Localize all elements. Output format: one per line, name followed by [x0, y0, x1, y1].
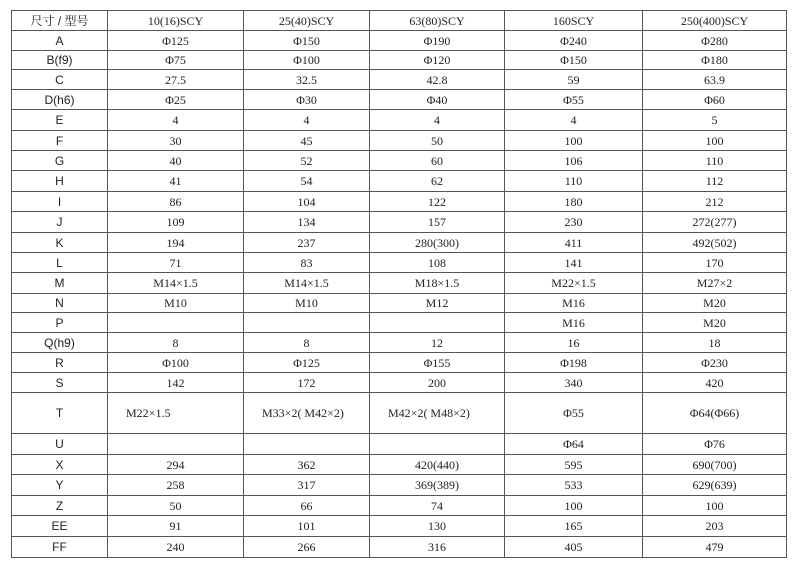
table-cell: 91	[108, 516, 244, 537]
table-cell: 272(277)	[643, 212, 787, 233]
table-cell: Φ30	[244, 90, 370, 110]
table-cell: 194	[108, 233, 244, 253]
table-cell	[370, 313, 505, 333]
table-cell: 59	[505, 70, 643, 90]
table-row	[12, 434, 787, 455]
row-label-cell: Z	[12, 496, 108, 516]
table-cell: 40	[108, 151, 244, 171]
table-body	[12, 11, 787, 558]
table-cell: 130	[370, 516, 505, 537]
table-cell: 54	[244, 171, 370, 192]
table-row	[12, 31, 787, 51]
header-cell: 尺寸 / 型号	[12, 11, 108, 31]
table-cell: Φ155	[370, 353, 505, 373]
table-cell: 690(700)	[643, 455, 787, 475]
table-row	[12, 253, 787, 273]
table-cell: 8	[244, 333, 370, 353]
table-cell: 4	[505, 110, 643, 131]
header-cell: 25(40)SCY	[244, 11, 370, 31]
table-cell: M16	[505, 294, 643, 313]
table-cell: Φ125	[244, 353, 370, 373]
dimension-table	[11, 10, 787, 558]
table-cell: 420(440)	[370, 455, 505, 475]
table-cell: 5	[643, 110, 787, 131]
table-row	[12, 516, 787, 537]
table-cell: Φ150	[505, 51, 643, 70]
row-label-cell: C	[12, 70, 108, 90]
table-cell: Φ64(Φ66)	[643, 393, 787, 434]
table-row	[12, 373, 787, 393]
row-label-cell: S	[12, 373, 108, 393]
table-cell: 362	[244, 455, 370, 475]
table-cell: 340	[505, 373, 643, 393]
table-cell	[108, 313, 244, 333]
table-cell: M14×1.5	[108, 273, 244, 294]
table-cell: M33×2( M42×2)	[244, 393, 370, 434]
table-cell: 629(639)	[643, 475, 787, 496]
table-cell: 100	[505, 131, 643, 151]
row-label-cell: H	[12, 171, 108, 192]
table-cell: 60	[370, 151, 505, 171]
table-cell: 369(389)	[370, 475, 505, 496]
table-cell: M20	[643, 313, 787, 333]
table-cell: Φ120	[370, 51, 505, 70]
table-cell: 200	[370, 373, 505, 393]
table-row	[12, 171, 787, 192]
table-cell: Φ190	[370, 31, 505, 51]
table-cell: 316	[370, 537, 505, 558]
table-cell: 122	[370, 192, 505, 212]
table-cell: Φ75	[108, 51, 244, 70]
table-cell: 230	[505, 212, 643, 233]
table-cell: 317	[244, 475, 370, 496]
table-cell: M42×2( M48×2)	[370, 393, 505, 434]
table-cell: 50	[108, 496, 244, 516]
header-cell: 10(16)SCY	[108, 11, 244, 31]
table-row	[12, 475, 787, 496]
table-row	[12, 233, 787, 253]
row-label-cell: P	[12, 313, 108, 333]
table-cell: 41	[108, 171, 244, 192]
table-cell: 479	[643, 537, 787, 558]
table-cell: 42.8	[370, 70, 505, 90]
table-cell: 142	[108, 373, 244, 393]
table-cell: 86	[108, 192, 244, 212]
table-cell: 27.5	[108, 70, 244, 90]
table-cell: 45	[244, 131, 370, 151]
table-cell: 71	[108, 253, 244, 273]
table-cell: 411	[505, 233, 643, 253]
row-label-cell: D(h6)	[12, 90, 108, 110]
table-cell: 266	[244, 537, 370, 558]
row-label-cell: I	[12, 192, 108, 212]
header-cell: 63(80)SCY	[370, 11, 505, 31]
table-cell: Φ64	[505, 434, 643, 455]
table-cell: 52	[244, 151, 370, 171]
row-label-cell: Q(h9)	[12, 333, 108, 353]
table-row	[12, 496, 787, 516]
table-row	[12, 151, 787, 171]
table-cell: 212	[643, 192, 787, 212]
table-row	[12, 537, 787, 558]
table-cell: 203	[643, 516, 787, 537]
table-cell: 4	[108, 110, 244, 131]
table-row	[12, 294, 787, 313]
table-cell: M22×1.5	[108, 393, 244, 434]
table-row	[12, 273, 787, 294]
table-cell: M10	[244, 294, 370, 313]
table-cell: 595	[505, 455, 643, 475]
table-cell: Φ198	[505, 353, 643, 373]
row-label-cell: U	[12, 434, 108, 455]
table-cell: 32.5	[244, 70, 370, 90]
table-cell: 157	[370, 212, 505, 233]
table-cell: 492(502)	[643, 233, 787, 253]
table-cell: Φ25	[108, 90, 244, 110]
table-cell: 74	[370, 496, 505, 516]
table-cell: 280(300)	[370, 233, 505, 253]
header-cell: 160SCY	[505, 11, 643, 31]
table-cell: Φ100	[244, 51, 370, 70]
table-cell: 134	[244, 212, 370, 233]
table-cell: 83	[244, 253, 370, 273]
table-row	[12, 393, 787, 434]
table-row	[12, 51, 787, 70]
table-cell: M14×1.5	[244, 273, 370, 294]
table-cell: 12	[370, 333, 505, 353]
row-label-cell: M	[12, 273, 108, 294]
table-cell: M10	[108, 294, 244, 313]
table-cell	[370, 434, 505, 455]
table-row	[12, 131, 787, 151]
table-row	[12, 353, 787, 373]
row-label-cell: A	[12, 31, 108, 51]
table-cell: Φ125	[108, 31, 244, 51]
table-cell: 100	[505, 496, 643, 516]
table-cell	[244, 434, 370, 455]
table-cell: 240	[108, 537, 244, 558]
row-label-cell: E	[12, 110, 108, 131]
table-cell: 16	[505, 333, 643, 353]
table-cell: 533	[505, 475, 643, 496]
table-cell: 4	[370, 110, 505, 131]
table-cell: 172	[244, 373, 370, 393]
table-cell: Φ280	[643, 31, 787, 51]
table-cell: Φ180	[643, 51, 787, 70]
row-label-cell: Y	[12, 475, 108, 496]
table-cell: 63.9	[643, 70, 787, 90]
table-header-row	[12, 11, 787, 31]
table-row	[12, 333, 787, 353]
table-row	[12, 70, 787, 90]
table-cell: 8	[108, 333, 244, 353]
table-cell: Φ150	[244, 31, 370, 51]
row-label-cell: N	[12, 294, 108, 313]
table-row	[12, 90, 787, 110]
table-cell: 294	[108, 455, 244, 475]
table-cell: 258	[108, 475, 244, 496]
table-cell: 165	[505, 516, 643, 537]
table-cell: Φ240	[505, 31, 643, 51]
table-cell: 106	[505, 151, 643, 171]
row-label-cell: K	[12, 233, 108, 253]
table-cell: Φ55	[505, 90, 643, 110]
row-label-cell: R	[12, 353, 108, 373]
table-cell: Φ60	[643, 90, 787, 110]
table-cell: M27×2	[643, 273, 787, 294]
row-label-cell: L	[12, 253, 108, 273]
table-cell: M12	[370, 294, 505, 313]
table-cell: M16	[505, 313, 643, 333]
row-label-cell: EE	[12, 516, 108, 537]
table-cell: 141	[505, 253, 643, 273]
table-cell: 420	[643, 373, 787, 393]
table-cell: M18×1.5	[370, 273, 505, 294]
table-cell: 405	[505, 537, 643, 558]
table-cell: 170	[643, 253, 787, 273]
table-cell: 50	[370, 131, 505, 151]
table-row	[12, 192, 787, 212]
table-cell: Φ100	[108, 353, 244, 373]
table-cell: 101	[244, 516, 370, 537]
table-cell	[108, 434, 244, 455]
table-cell: 110	[505, 171, 643, 192]
table-cell: Φ40	[370, 90, 505, 110]
table-row	[12, 212, 787, 233]
table-cell: 108	[370, 253, 505, 273]
row-label-cell: F	[12, 131, 108, 151]
table-cell: 112	[643, 171, 787, 192]
table-cell: 100	[643, 496, 787, 516]
row-label-cell: J	[12, 212, 108, 233]
table-cell: M22×1.5	[505, 273, 643, 294]
table-row	[12, 313, 787, 333]
table-cell: Φ76	[643, 434, 787, 455]
table-cell: 237	[244, 233, 370, 253]
table-cell: 180	[505, 192, 643, 212]
table-row	[12, 110, 787, 131]
table-cell: Φ55	[505, 393, 643, 434]
table-cell: 30	[108, 131, 244, 151]
row-label-cell: X	[12, 455, 108, 475]
row-label-cell: T	[12, 393, 108, 434]
table-row	[12, 455, 787, 475]
table-cell: 110	[643, 151, 787, 171]
table-cell: 4	[244, 110, 370, 131]
table-cell: M20	[643, 294, 787, 313]
row-label-cell: G	[12, 151, 108, 171]
table-cell: 62	[370, 171, 505, 192]
table-cell: 66	[244, 496, 370, 516]
table-cell: Φ230	[643, 353, 787, 373]
table-cell: 18	[643, 333, 787, 353]
row-label-cell: FF	[12, 537, 108, 558]
table-cell: 100	[643, 131, 787, 151]
table-cell: 104	[244, 192, 370, 212]
row-label-cell: B(f9)	[12, 51, 108, 70]
table-cell: 109	[108, 212, 244, 233]
header-cell: 250(400)SCY	[643, 11, 787, 31]
table-cell	[244, 313, 370, 333]
